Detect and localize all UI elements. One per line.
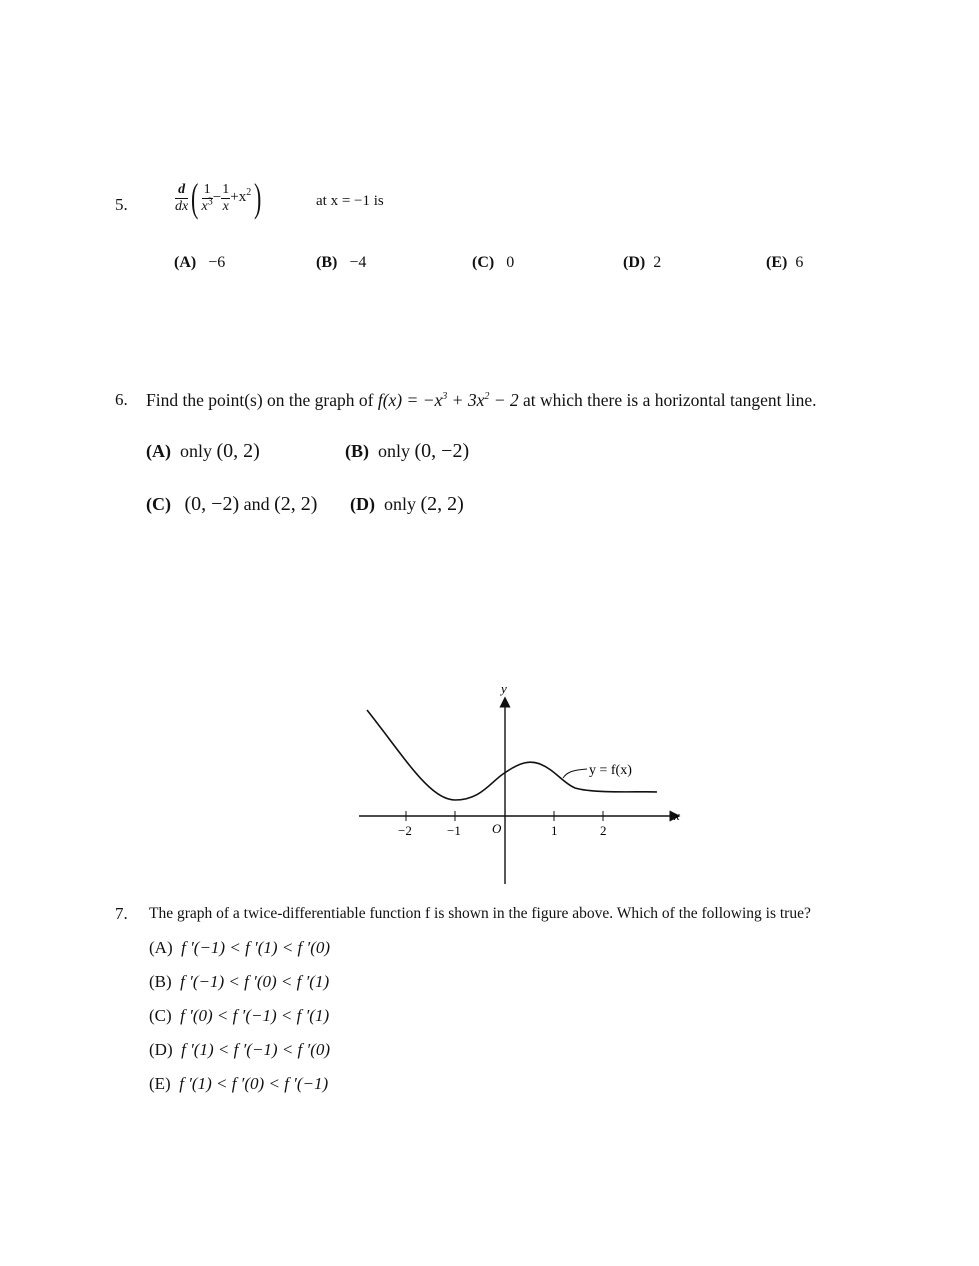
tick-label: 1 bbox=[551, 823, 558, 838]
x-squared-term: $+x^2$ bbox=[230, 187, 252, 206]
choice-a[interactable]: (A) −6 bbox=[174, 254, 226, 271]
curve-label-leader bbox=[563, 769, 587, 778]
choice-e[interactable]: (E) f ′(1) < f ′(0) < f ′(−1) bbox=[149, 1074, 329, 1093]
right-paren: ) bbox=[254, 175, 262, 220]
question-number: 5. bbox=[115, 195, 128, 214]
x-axis-label: x bbox=[674, 808, 680, 823]
function-curve bbox=[367, 710, 657, 800]
fraction-one-over-x: $\frac{1}{x}$ bbox=[222, 181, 230, 214]
question-text: The graph of a twice-differentiable function f is shown in the figure above. Which of the following is true? bbox=[149, 905, 811, 922]
question-number: 7. bbox=[115, 904, 128, 923]
y-axis-label: y bbox=[501, 681, 507, 696]
origin-label: O bbox=[492, 821, 502, 836]
choice-d[interactable]: (D) 2 bbox=[623, 254, 662, 271]
choice-a[interactable]: (A) only (0, 2) bbox=[146, 440, 260, 462]
choice-b[interactable]: (B) f ′(−1) < f ′(0) < f ′(1) bbox=[149, 972, 330, 991]
choice-b[interactable]: (B) −4 bbox=[316, 254, 367, 271]
evaluation-point-text: at x = −1 is bbox=[316, 193, 384, 209]
tick-label: −1 bbox=[447, 823, 461, 838]
fraction-one-over-x-cubed: $\frac{1}{x^3}$ bbox=[201, 181, 213, 214]
choice-e[interactable]: (E) 6 bbox=[766, 254, 804, 271]
choice-a[interactable]: (A) f ′(−1) < f ′(1) < f ′(0) bbox=[149, 938, 331, 957]
tick-label: 2 bbox=[600, 823, 607, 838]
d-dx-operator: $\frac{d}{dx}$ bbox=[175, 181, 189, 214]
choice-c[interactable]: (C) 0 bbox=[472, 254, 515, 271]
function-graph bbox=[355, 678, 690, 890]
question-number: 6. bbox=[115, 390, 128, 409]
tick-label: −2 bbox=[398, 823, 412, 838]
choice-c[interactable]: (C) (0, −2) and (2, 2) bbox=[146, 493, 318, 515]
choice-d[interactable]: (D) only (2, 2) bbox=[350, 493, 464, 515]
function-definition: $f(x) = -x^3 + 3x^2 - 2$ bbox=[377, 390, 519, 410]
left-paren: ( bbox=[191, 175, 199, 220]
question-text: Find the point(s) on the graph of $f(x) = -x^3 + 3x^2 - 2$ at which there is a horizontal tangent line. bbox=[146, 390, 817, 410]
choice-c[interactable]: (C) f ′(0) < f ′(−1) < f ′(1) bbox=[149, 1006, 330, 1025]
minus-sign: − bbox=[212, 189, 222, 206]
curve-label: y = f(x) bbox=[589, 763, 632, 778]
derivative-expression bbox=[175, 175, 265, 220]
choice-d[interactable]: (D) f ′(1) < f ′(−1) < f ′(0) bbox=[149, 1040, 331, 1059]
choice-b[interactable]: (B) only (0, −2) bbox=[345, 440, 470, 462]
